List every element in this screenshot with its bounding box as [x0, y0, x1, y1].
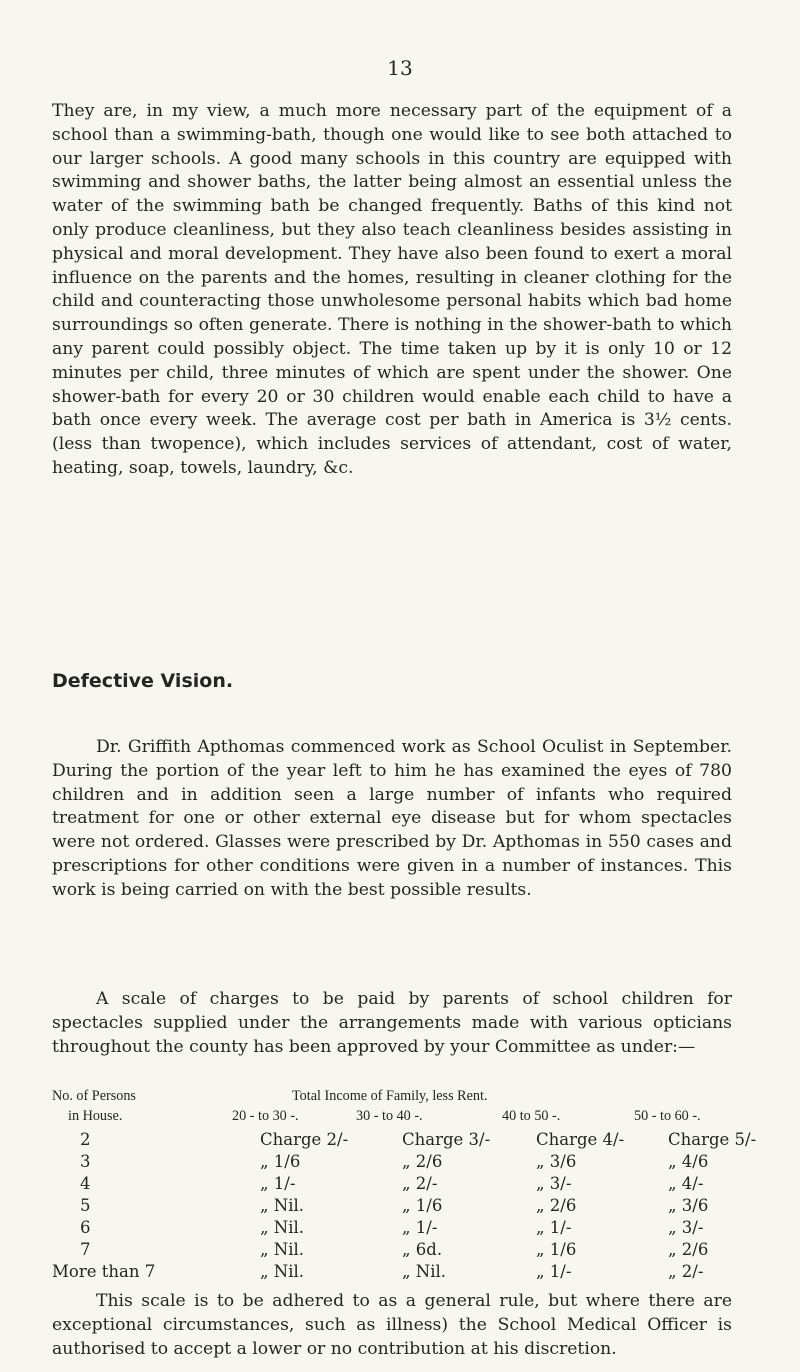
- section-heading-defective-vision: Defective Vision.: [52, 670, 234, 692]
- table-cell-persons: 4: [80, 1174, 91, 1193]
- table-cell: „ 4/6: [668, 1152, 709, 1171]
- table-cell-persons: 2: [80, 1130, 91, 1149]
- table-row: [52, 1152, 752, 1174]
- table-cell: „ 2/-: [402, 1174, 438, 1193]
- table-row: [52, 1196, 752, 1218]
- table-row: [52, 1218, 752, 1240]
- paragraph-school-oculist: Dr. Griffith Apthomas commenced work as School Oculist in September. During the portion of the year left to him he has examined the eyes of 780 children and in addition seen a large number of infants who required treatment for one or other external eye disease but for whom spectacles were not ordered. Glasses were prescribed by Dr. Apthomas in 550 cases and prescriptions for other conditions were given in a number of instances. This work is being carried on with the best possible results.: [52, 737, 732, 900]
- page-number: 13: [387, 56, 413, 80]
- table-band-20-30: 20 - to 30 -.: [232, 1108, 299, 1124]
- table-row: [52, 1240, 752, 1262]
- table-cell-persons: 5: [80, 1196, 91, 1215]
- table-cell-persons: 7: [80, 1240, 91, 1259]
- table-cell: „ 1/-: [402, 1218, 438, 1237]
- table-header-income: Total Income of Family, less Rent.: [292, 1088, 488, 1104]
- table-cell: „ 1/-: [536, 1218, 572, 1237]
- table-cell: „ Nil.: [402, 1262, 447, 1281]
- table-header-persons: No. of Persons: [52, 1088, 136, 1104]
- table-cell: „ 2/6: [668, 1240, 709, 1259]
- table-cell: „ Nil.: [260, 1196, 305, 1215]
- table-cell: „ 3/6: [668, 1196, 709, 1215]
- table-cell-persons: 3: [80, 1152, 91, 1171]
- paragraph-shower-baths: They are, in my view, a much more necessary part of the equipment of a school than a swimming-bath, though one would like to see both attached to our larger schools. A good many schools in this country are equipped with swimming and shower baths, the latter being almost an essential unless the water of the swimming bath be changed frequently. Baths of this kind not only produce cleanliness, but they also teach cleanliness besides assisting in physical and moral development. They have also been found to exert a moral influence on the parents and the homes, resulting in cleaner clothing for the child and counteracting those unwholesome personal habits which bad home surroundings so often generate. There is nothing in the shower-bath to which any parent could possibly object. The time taken up by it is only 10 or 12 minutes per child, three minutes of which are spent under the shower. One shower-bath for every 20 or 30 children would enable each child to have a bath once every week. The average cost per bath in America is 3½ cents. (less than twopence), which includes services of attendant, cost of water, heating, soap, towels, laundry, &c.: [52, 101, 732, 478]
- table-cell: „ 4/-: [668, 1174, 704, 1193]
- table-cell: Charge 4/-: [536, 1130, 625, 1149]
- table-cell: „ 3/6: [536, 1152, 577, 1171]
- table-cell-persons: More than 7: [52, 1262, 156, 1281]
- table-cell: Charge 2/-: [260, 1130, 349, 1149]
- table-cell: „ 6d.: [402, 1240, 443, 1259]
- paragraph-general-rule: This scale is to be adhered to as a general rule, but where there are exceptional circumstances, such as illness) the School Medical Officer is authorised to accept a lower or no contribution at his discretion.: [52, 1291, 732, 1359]
- table-row: [52, 1174, 752, 1196]
- table-cell: „ 1/6: [402, 1196, 443, 1215]
- table-cell: „ 2/-: [668, 1262, 704, 1281]
- table-cell: „ 3/-: [536, 1174, 572, 1193]
- table-cell: „ 2/6: [536, 1196, 577, 1215]
- table-row: [52, 1262, 752, 1284]
- table-cell: Charge 3/-: [402, 1130, 491, 1149]
- table-band-40-50: 40 to 50 -.: [502, 1108, 561, 1124]
- table-cell: „ Nil.: [260, 1218, 305, 1237]
- table-cell: Charge 5/-: [668, 1130, 757, 1149]
- table-cell: „ 3/-: [668, 1218, 704, 1237]
- table-cell: „ 1/-: [536, 1262, 572, 1281]
- table-band-50-60: 50 - to 60 -.: [634, 1108, 701, 1124]
- table-cell: „ 1/6: [260, 1152, 301, 1171]
- paragraph-scale-of-charges: A scale of charges to be paid by parents of school children for spectacles supplied under the arrangements made with various opticians throughout the county has been approved by your Committee as under:—: [52, 989, 732, 1057]
- table-cell: „ Nil.: [260, 1240, 305, 1259]
- table-cell: „ 1/-: [260, 1174, 296, 1193]
- table-band-30-40: 30 - to 40 -.: [356, 1108, 423, 1124]
- table-subheader-house: in House.: [68, 1108, 123, 1124]
- table-cell: „ 2/6: [402, 1152, 443, 1171]
- table-cell-persons: 6: [80, 1218, 91, 1237]
- table-cell: „ Nil.: [260, 1262, 305, 1281]
- table-row: [52, 1130, 757, 1152]
- table-cell: „ 1/6: [536, 1240, 577, 1259]
